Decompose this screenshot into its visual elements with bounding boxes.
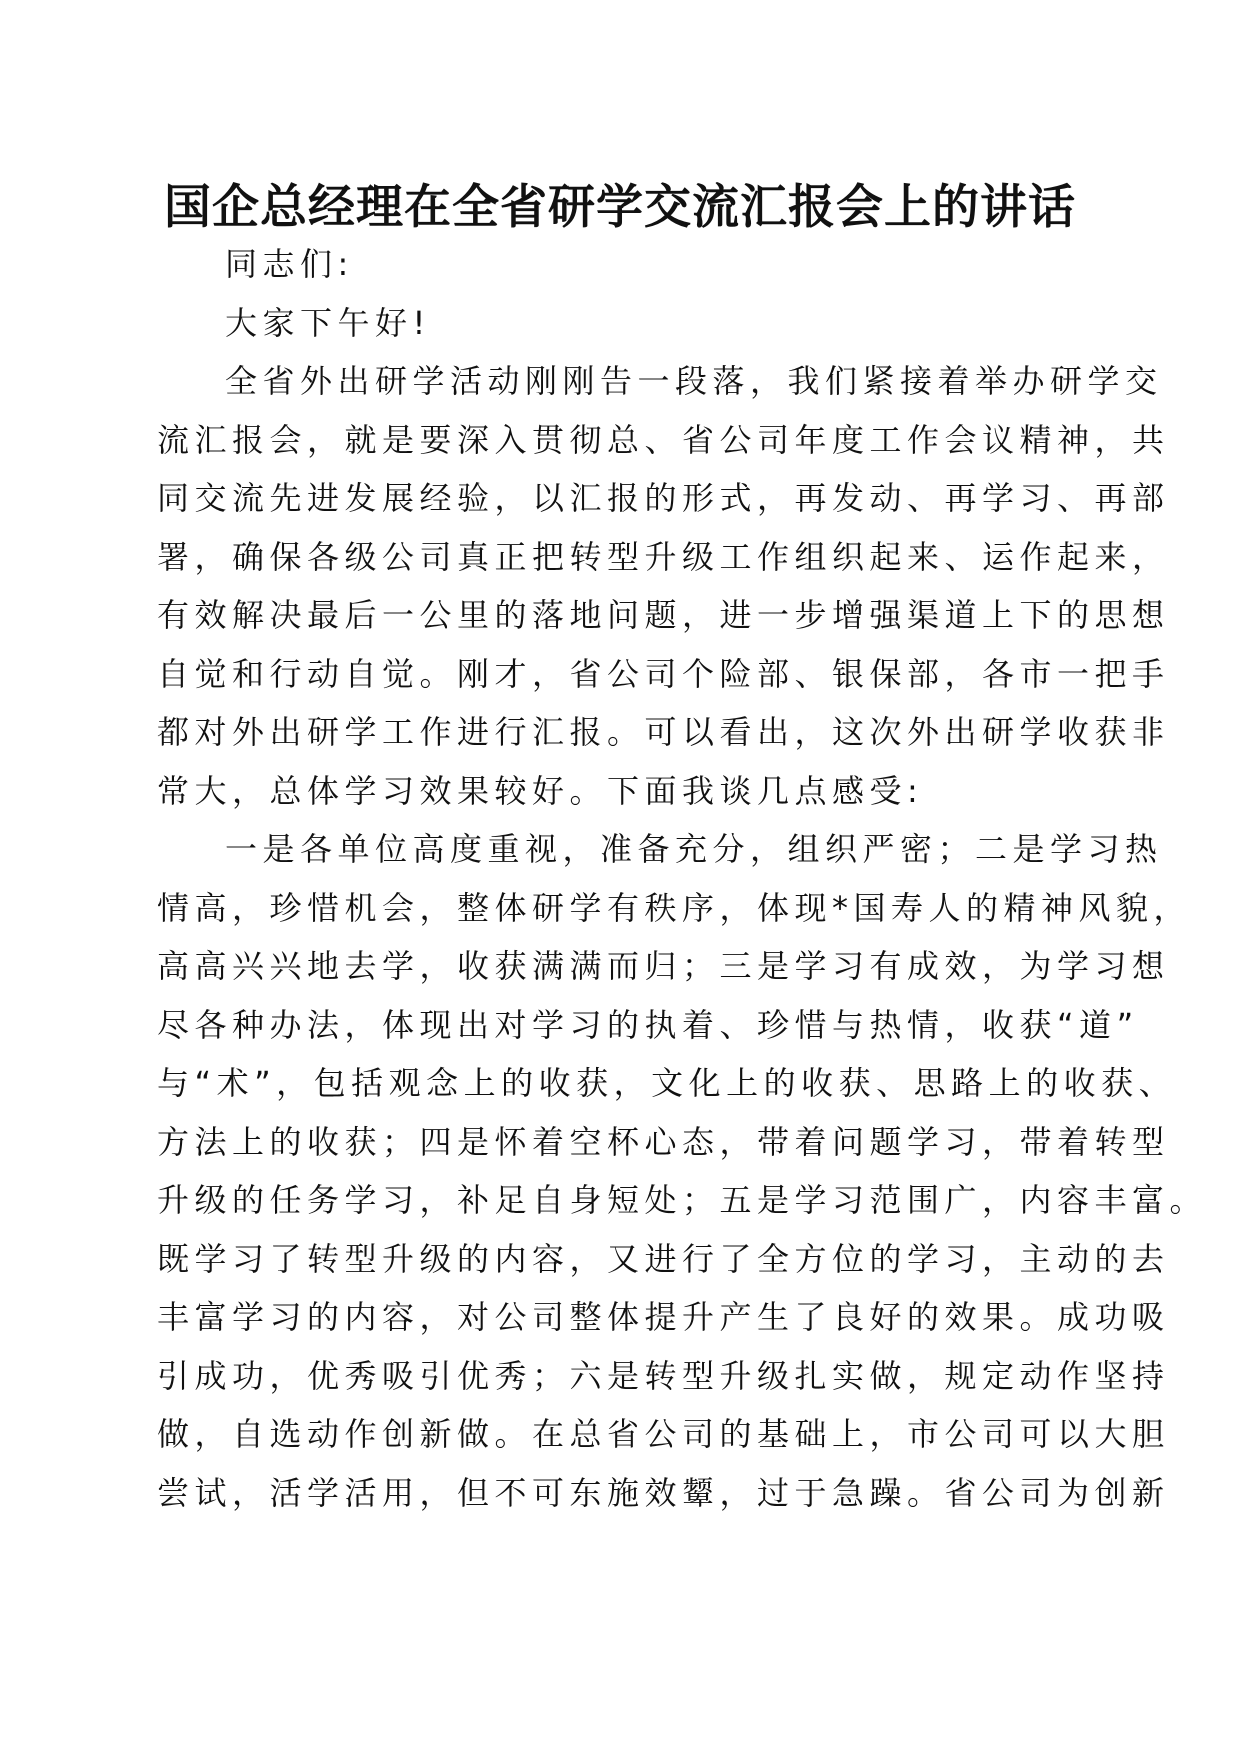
- body-line: 丰富学习的内容，对公司整体提升产生了良好的效果。成功吸: [157, 1298, 1170, 1336]
- body-line: 署，确保各级公司真正把转型升级工作组织起来、运作起来，: [157, 537, 1170, 576]
- body-line: 全省外出研学活动刚刚告一段落，我们紧接着举办研学交: [225, 362, 1163, 400]
- body-line: 都对外出研学工作进行汇报。可以看出，这次外出研学收获非: [157, 713, 1170, 751]
- document-title: 国企总经理在全省研学交流汇报会上的讲话: [164, 180, 1076, 235]
- body-line: 升级的任务学习，补足自身短处；五是学习范围广，内容丰富。: [157, 1181, 1208, 1219]
- body-line: 高高兴兴地去学，收获满满而归；三是学习有成效，为学习想: [157, 947, 1170, 985]
- body-line: 尽各种办法，体现出对学习的执着、珍惜与热情，收获“道”: [157, 1005, 1139, 1044]
- body-line: 流汇报会，就是要深入贯彻总、省公司年度工作会议精神，共: [157, 420, 1170, 459]
- body-line: 方法上的收获；四是怀着空杯心态，带着问题学习，带着转型: [157, 1122, 1170, 1161]
- body-line: 同交流先进发展经验，以汇报的形式，再发动、再学习、再部: [157, 479, 1170, 517]
- body-line: 与“术”，包括观念上的收获，文化上的收获、思路上的收获、: [157, 1064, 1177, 1102]
- body-line: 情高，珍惜机会，整体研学有秩序，体现*国寿人的精神风貌，: [157, 888, 1192, 927]
- body-line: 常大，总体学习效果较好。下面我谈几点感受:: [157, 771, 924, 810]
- body-line: 自觉和行动自觉。刚才，省公司个险部、银保部，各市一把手: [157, 654, 1170, 693]
- body-line: 大家下午好!: [225, 303, 431, 342]
- body-line: 有效解决最后一公里的落地问题，进一步增强渠道上下的思想: [157, 596, 1170, 634]
- body-line: 同志们:: [225, 245, 354, 283]
- body-line: 引成功，优秀吸引优秀；六是转型升级扎实做，规定动作坚持: [157, 1356, 1170, 1395]
- body-line: 一是各单位高度重视，准备充分，组织严密；二是学习热: [225, 830, 1163, 868]
- body-line: 既学习了转型升级的内容，又进行了全方位的学习，主动的去: [157, 1239, 1170, 1278]
- body-line: 尝试，活学活用，但不可东施效颦，过于急躁。省公司为创新: [157, 1473, 1170, 1512]
- body-line: 做，自选动作创新做。在总省公司的基础上，市公司可以大胆: [157, 1415, 1170, 1453]
- document-body: [157, 235, 1208, 1522]
